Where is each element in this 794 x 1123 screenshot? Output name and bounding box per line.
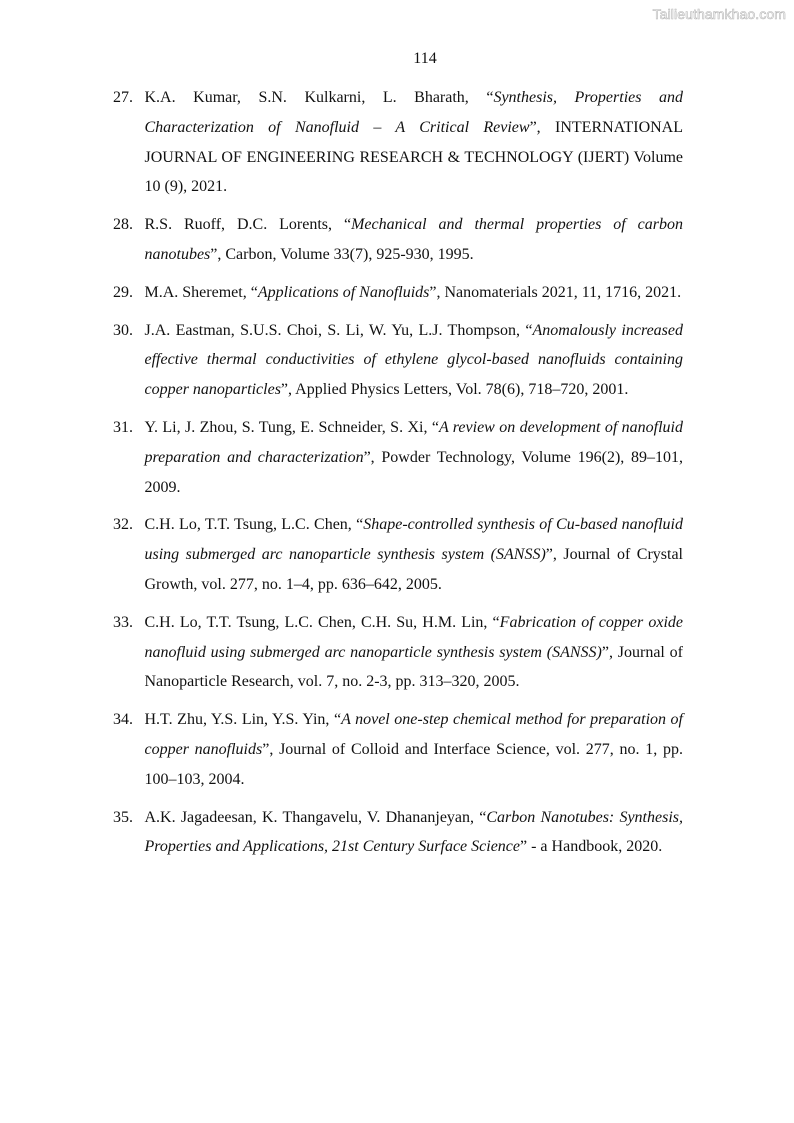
reference-number: 29. [113,283,133,301]
reference-title: Synthesis, Properties and Characterization of Nanofluid – A Critical Review [144,89,683,136]
reference-authors: C.H. Lo, T.T. Tsung, L.C. Chen, “ [144,516,364,534]
reference-source: ”, Applied Physics Letters, Vol. 78(6), 718–720, 2001. [280,381,629,399]
reference-number: 34. [113,711,133,729]
reference-item [113,83,683,202]
reference-authors: M.A. Sheremet, “ [144,283,258,301]
reference-title: Fabrication of copper oxide nanofluid using submerged arc nanoparticle synthesis system (SANSS) [144,613,684,661]
site-watermark: Tailieuthamkhao.com [652,6,786,22]
reference-source: ”, Nanomaterials 2021, 11, 1716, 2021. [429,283,682,301]
reference-authors: A.K. Jagadeesan, K. Thangavelu, V. Dhananjeyan, “ [144,808,487,826]
reference-authors: J.A. Eastman, S.U.S. Choi, S. Li, W. Yu, L.J. Thompson, “ [144,321,533,339]
reference-source: ” - a Handbook, 2020. [520,838,663,856]
reference-item [113,803,683,863]
reference-item [113,510,683,599]
reference-number: 32. [113,516,133,534]
reference-item [113,316,683,405]
reference-title: Anomalously increased effective thermal conductivities of ethylene glycol-based nanofluids containing copper nanoparticles [144,321,684,399]
reference-item [113,413,683,502]
page-number: 114 [413,50,437,67]
reference-number: 28. [113,216,133,234]
reference-item [113,608,683,697]
reference-authors: R.S. Ruoff, D.C. Lorents, “ [144,216,352,234]
reference-list [113,83,683,870]
reference-title: Shape-controlled synthesis of Cu-based nanofluid using submerged arc nanoparticle synthesis system (SANSS) [144,516,684,564]
reference-title: Mechanical and thermal properties of carbon nanotubes [144,216,683,263]
reference-authors: K.A. Kumar, S.N. Kulkarni, L. Bharath, “ [144,89,494,106]
reference-title: A review on development of nanofluid preparation and characterization [144,418,684,466]
reference-source: ”, Journal of Crystal Growth, vol. 277, no. 1–4, pp. 636–642, 2005. [144,546,684,593]
reference-source: ”, Journal of Nanoparticle Research, vol. 7, no. 2-3, pp. 313–320, 2005. [144,643,683,691]
reference-item [113,210,683,270]
reference-source: ”, INTERNATIONAL JOURNAL OF ENGINEERING RESEARCH & TECHNOLOGY (IJERT) Volume 10 (9), 2021. [144,118,684,196]
reference-title: Applications of Nanofluids [257,283,430,301]
reference-source: ”, Powder Technology, Volume 196(2), 89–101, 2009. [144,448,684,496]
reference-authors: Y. Li, J. Zhou, S. Tung, E. Schneider, S. Xi, “ [144,418,439,436]
reference-item [113,705,683,794]
reference-number: 31. [113,418,133,436]
reference-source: ”, Carbon, Volume 33(7), 925-930, 1995. [210,245,474,263]
reference-number: 27. [113,89,133,106]
reference-item [113,278,683,308]
reference-authors: H.T. Zhu, Y.S. Lin, Y.S. Yin, “ [144,711,342,729]
reference-number: 30. [113,321,133,339]
reference-number: 33. [113,613,133,631]
reference-number: 35. [113,808,133,826]
reference-source: ”, Journal of Colloid and Interface Science, vol. 277, no. 1, pp. 100–103, 2004. [144,740,683,788]
reference-authors: C.H. Lo, T.T. Tsung, L.C. Chen, C.H. Su, H.M. Lin, “ [144,613,500,631]
reference-title: Carbon Nanotubes: Synthesis, Properties and Applications, 21st Century Surface Science [144,808,684,856]
reference-title: A novel one-step chemical method for preparation of copper nanofluids [144,711,683,758]
